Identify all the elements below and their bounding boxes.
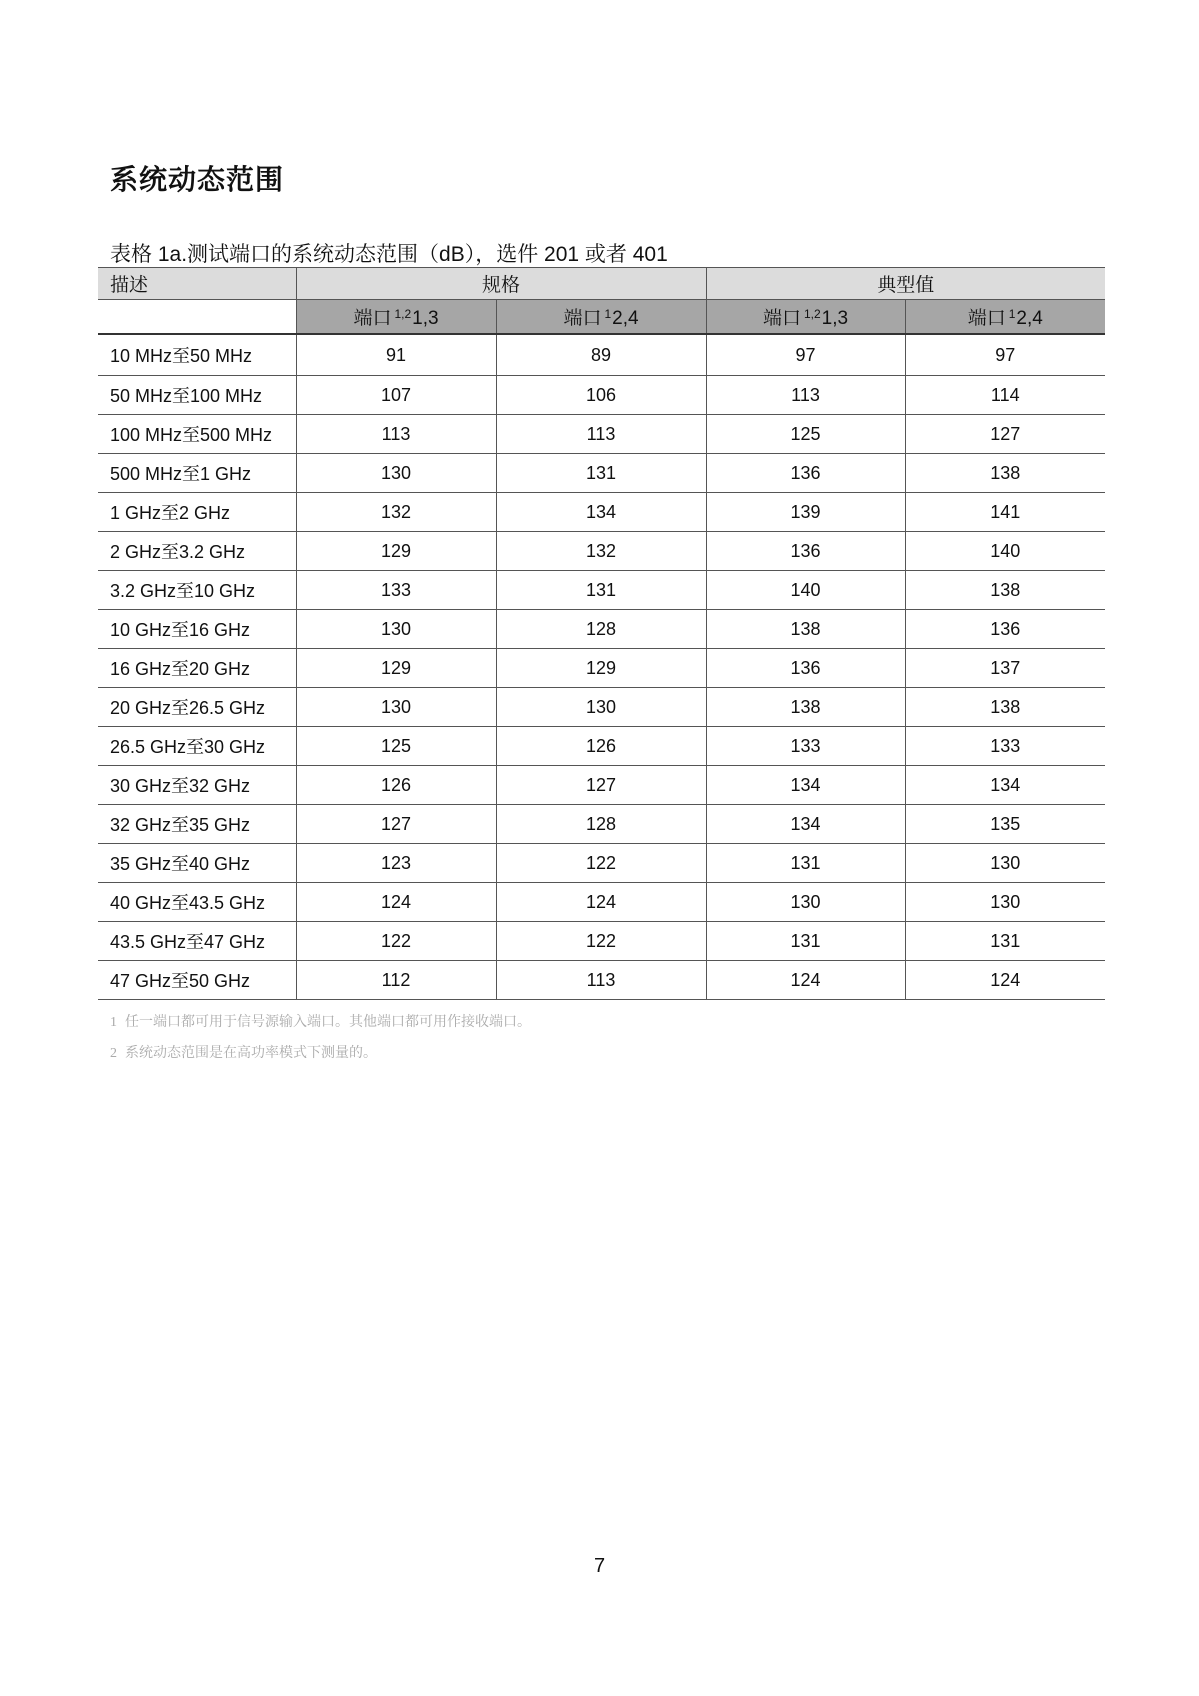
- value-cell: 131: [496, 454, 706, 493]
- value-cell: 122: [496, 844, 706, 883]
- port-label: 端口: [563, 308, 602, 329]
- port-numbers: 2,4: [1016, 308, 1043, 329]
- table-row: [98, 376, 1105, 415]
- table-row: [98, 415, 1105, 454]
- value-cell: 136: [706, 454, 905, 493]
- value-cell: 107: [296, 376, 496, 415]
- value-cell: 114: [905, 376, 1105, 415]
- table-caption: 表格 1a.测试端口的系统动态范围（dB），选件 201 或者 401: [110, 243, 668, 266]
- port-numbers: 2,4: [612, 308, 639, 329]
- value-cell: 132: [296, 493, 496, 532]
- value-cell: 124: [905, 961, 1105, 1000]
- value-cell: 135: [905, 805, 1105, 844]
- footnote-number: 2: [110, 1046, 117, 1061]
- column-group-typical: 典型值: [706, 268, 1105, 300]
- value-cell: 113: [296, 415, 496, 454]
- footnote-ref: 1,2: [394, 307, 412, 321]
- table-row: [98, 688, 1105, 727]
- frequency-range-cell: 32 GHz至35 GHz: [98, 805, 296, 844]
- port-label: 端口: [967, 308, 1006, 329]
- value-cell: 141: [905, 493, 1105, 532]
- value-cell: 137: [905, 649, 1105, 688]
- frequency-range-cell: 100 MHz至500 MHz: [98, 415, 296, 454]
- footnote-ref: 1: [1008, 307, 1016, 321]
- frequency-range-cell: 26.5 GHz至30 GHz: [98, 727, 296, 766]
- port-label: 端口: [762, 308, 801, 329]
- table-row: [98, 766, 1105, 805]
- table-body: [98, 334, 1105, 1000]
- value-cell: 138: [905, 454, 1105, 493]
- value-cell: 133: [905, 727, 1105, 766]
- footnote-ref: 1: [604, 307, 612, 321]
- value-cell: 134: [496, 493, 706, 532]
- value-cell: 134: [905, 766, 1105, 805]
- frequency-range-cell: 43.5 GHz至47 GHz: [98, 922, 296, 961]
- value-cell: 128: [496, 610, 706, 649]
- table-row: [98, 454, 1105, 493]
- header-row-groups: [98, 268, 1105, 300]
- frequency-range-cell: 30 GHz至32 GHz: [98, 766, 296, 805]
- footnote-ref: 1,2: [803, 307, 821, 321]
- port-label: 端口: [353, 308, 392, 329]
- port-numbers: 1,3: [821, 308, 849, 329]
- value-cell: 134: [706, 805, 905, 844]
- page-number: 7: [593, 1555, 606, 1577]
- value-cell: 130: [905, 883, 1105, 922]
- column-header-typical-port-2-4: [905, 300, 1105, 335]
- value-cell: 126: [496, 727, 706, 766]
- footnote-1: [110, 1011, 531, 1031]
- frequency-range-cell: 47 GHz至50 GHz: [98, 961, 296, 1000]
- value-cell: 125: [296, 727, 496, 766]
- value-cell: 130: [296, 610, 496, 649]
- table-row: [98, 844, 1105, 883]
- value-cell: 125: [706, 415, 905, 454]
- value-cell: 138: [706, 688, 905, 727]
- value-cell: 97: [706, 334, 905, 376]
- frequency-range-cell: 1 GHz至2 GHz: [98, 493, 296, 532]
- value-cell: 130: [905, 844, 1105, 883]
- table-row: [98, 922, 1105, 961]
- column-group-spec: 规格: [296, 268, 706, 300]
- header-row-ports: [98, 300, 1105, 335]
- table-row: [98, 493, 1105, 532]
- footnote-2: [110, 1042, 377, 1062]
- value-cell: 136: [905, 610, 1105, 649]
- footnote-number: 1: [110, 1015, 117, 1030]
- table-row: [98, 961, 1105, 1000]
- value-cell: 140: [905, 532, 1105, 571]
- value-cell: 126: [296, 766, 496, 805]
- value-cell: 130: [496, 688, 706, 727]
- table-row: [98, 571, 1105, 610]
- value-cell: 123: [296, 844, 496, 883]
- value-cell: 106: [496, 376, 706, 415]
- value-cell: 129: [496, 649, 706, 688]
- frequency-range-cell: 3.2 GHz至10 GHz: [98, 571, 296, 610]
- value-cell: 112: [296, 961, 496, 1000]
- frequency-range-cell: 50 MHz至100 MHz: [98, 376, 296, 415]
- value-cell: 138: [905, 571, 1105, 610]
- column-header-spec-port-2-4: [496, 300, 706, 335]
- table-row: [98, 727, 1105, 766]
- value-cell: 130: [706, 883, 905, 922]
- value-cell: 113: [496, 415, 706, 454]
- value-cell: 129: [296, 649, 496, 688]
- value-cell: 128: [496, 805, 706, 844]
- column-header-description: 描述: [98, 268, 296, 300]
- value-cell: 136: [706, 532, 905, 571]
- value-cell: 127: [496, 766, 706, 805]
- table-row: [98, 334, 1105, 376]
- value-cell: 138: [706, 610, 905, 649]
- value-cell: 113: [496, 961, 706, 1000]
- value-cell: 97: [905, 334, 1105, 376]
- value-cell: 124: [706, 961, 905, 1000]
- value-cell: 124: [296, 883, 496, 922]
- value-cell: 122: [296, 922, 496, 961]
- table-row: [98, 805, 1105, 844]
- value-cell: 127: [905, 415, 1105, 454]
- value-cell: 130: [296, 688, 496, 727]
- value-cell: 133: [706, 727, 905, 766]
- value-cell: 122: [496, 922, 706, 961]
- frequency-range-cell: 20 GHz至26.5 GHz: [98, 688, 296, 727]
- value-cell: 139: [706, 493, 905, 532]
- frequency-range-cell: 500 MHz至1 GHz: [98, 454, 296, 493]
- value-cell: 134: [706, 766, 905, 805]
- frequency-range-cell: 10 MHz至50 MHz: [98, 334, 296, 376]
- frequency-range-cell: 2 GHz至3.2 GHz: [98, 532, 296, 571]
- value-cell: 124: [496, 883, 706, 922]
- table-row: [98, 649, 1105, 688]
- value-cell: 131: [905, 922, 1105, 961]
- value-cell: 130: [296, 454, 496, 493]
- value-cell: 89: [496, 334, 706, 376]
- value-cell: 136: [706, 649, 905, 688]
- value-cell: 131: [496, 571, 706, 610]
- table-row: [98, 610, 1105, 649]
- value-cell: 127: [296, 805, 496, 844]
- footnote-text: 系统动态范围是在高功率模式下测量的。: [125, 1046, 377, 1061]
- table-row: [98, 532, 1105, 571]
- value-cell: 113: [706, 376, 905, 415]
- footnote-text: 任一端口都可用于信号源输入端口。其他端口都可用作接收端口。: [125, 1015, 531, 1030]
- value-cell: 132: [496, 532, 706, 571]
- frequency-range-cell: 16 GHz至20 GHz: [98, 649, 296, 688]
- frequency-range-cell: 10 GHz至16 GHz: [98, 610, 296, 649]
- column-header-spec-port-1-3: [296, 300, 496, 335]
- port-numbers: 1,3: [412, 308, 439, 329]
- value-cell: 131: [706, 922, 905, 961]
- value-cell: 138: [905, 688, 1105, 727]
- frequency-range-cell: 35 GHz至40 GHz: [98, 844, 296, 883]
- value-cell: 129: [296, 532, 496, 571]
- value-cell: 133: [296, 571, 496, 610]
- frequency-range-cell: 40 GHz至43.5 GHz: [98, 883, 296, 922]
- column-header-blank: [98, 300, 296, 335]
- value-cell: 140: [706, 571, 905, 610]
- dynamic-range-table: [98, 267, 1105, 1000]
- table-row: [98, 883, 1105, 922]
- page-title: 系统动态范围: [110, 164, 285, 195]
- column-header-typical-port-1-3: [706, 300, 905, 335]
- value-cell: 91: [296, 334, 496, 376]
- value-cell: 131: [706, 844, 905, 883]
